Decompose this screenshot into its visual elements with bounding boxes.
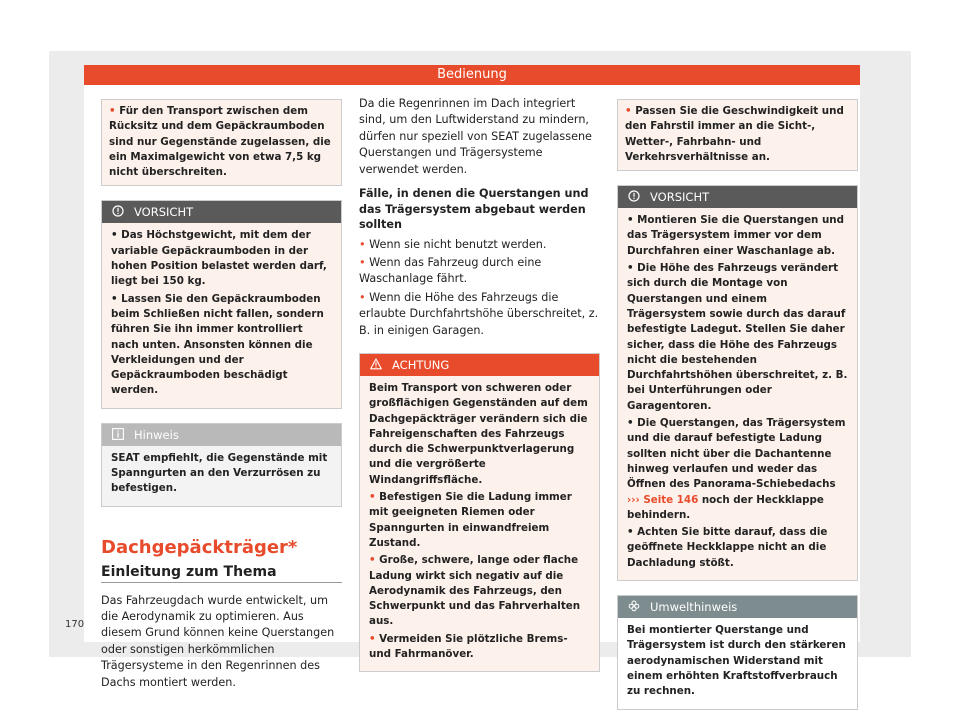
- vorsicht-item: • Die Querstangen, das Trägersystem und die darauf befestigte Ladung sollten nicht über die Dachantenne hinweg verlaufen und weder das Öffnen des Panorama-Schiebedachs ››› Seite 146 noch der Heckklappe behindern.: [627, 417, 846, 521]
- case-item: • Wenn die Höhe des Fahrzeugs die erlaubte Durchfahrtshöhe überschreitet, z. B. in einigen Garagen.: [359, 290, 599, 337]
- section-heading: [101, 537, 342, 558]
- column-middle: [359, 99, 600, 672]
- achtung-item: • Große, schwere, lange oder flache Ladung wirkt sich negativ auf die Aerodynamik des Fahrzeugs, den Schwerpunkt und das Fahrverhalten aus.: [369, 554, 581, 628]
- page-reference-link[interactable]: ››› Seite 146: [627, 493, 699, 506]
- vorsicht-item-text: Lassen Sie den Gepäckraumboden beim Schließen nicht fallen, sondern führen Sie ihn immer kontrolliert nach unten. Ansonsten können die Verkleidungen und der Gepäckraumboden beschädigt werden.: [111, 292, 324, 397]
- achtung-item-text: Befestigen Sie die Ladung immer mit geeigneten Riemen oder Spanngurten in einwandfreiem Zustand.: [369, 491, 572, 549]
- middle-paragraph: Da die Regenrinnen im Dach integriert sind, um den Luftwiderstand zu mindern, dürfen nur speziell von SEAT zugelassene Querstangen und Trägersysteme verwendet werden.: [359, 97, 592, 176]
- achtung-item: • Vermeiden Sie plötzliche Brems- und Fahrmanöver.: [369, 632, 568, 661]
- page-header: Bedienung: [84, 65, 860, 85]
- vorsicht-item-text: Montieren Sie die Querstangen und das Trägersystem immer vor dem Durchfahren einer Waschanlage ab.: [627, 214, 844, 257]
- vorsicht-content: [102, 223, 341, 407]
- vorsicht-item: • Lassen Sie den Gepäckraumboden beim Schließen nicht fallen, sondern führen Sie ihn immer kontrolliert nach unten. Ansonsten können die Verkleidungen und der Gepäckraumboden beschädigt werden.: [111, 292, 324, 397]
- case-item: • Wenn das Fahrzeug durch eine Waschanlage fährt.: [359, 255, 542, 286]
- intro-note-text: Für den Transport zwischen dem Rücksitz und dem Gepäckraumboden sind nur Gegenstände zugelassen, die ein Maximalgewicht von etwa 7,5 kg nicht überschreiten.: [109, 105, 331, 179]
- vorsicht-header: [618, 186, 857, 208]
- subsection-title: Einleitung zum Thema: [101, 563, 277, 580]
- vorsicht-item: • Die Höhe des Fahrzeugs verändert sich durch die Montage von Querstangen und einem Trägersystem sowie durch das darauf befestigte Ladegut. Stellen Sie daher sicher, dass die Höhe des Fahrzeugs nicht die bestehenden Durchfahrtshöhen überschreitet, z. B. bei Unterführungen oder Garagentoren.: [627, 262, 848, 412]
- vorsicht-title: VORSICHT: [134, 205, 194, 220]
- info-circle-icon: [112, 205, 124, 217]
- vorsicht-item-text: noch der Heckklappe behindern.: [627, 493, 824, 521]
- case-item-text: Wenn sie nicht benutzt werden.: [369, 237, 547, 251]
- umwelt-header: [618, 596, 857, 618]
- umwelt-box: [617, 595, 858, 709]
- section-title: Dachgepäckträger*: [101, 536, 298, 558]
- vorsicht-item: • Achten Sie bitte darauf, dass die geöffnete Heckklappe nicht an die Dachladung stößt.: [627, 526, 828, 569]
- vorsicht-item: • Montieren Sie die Querstangen und das Trägersystem immer vor dem Durchfahren einer Waschanlage ab.: [627, 214, 844, 257]
- hinweis-box: [101, 423, 342, 507]
- umwelt-content: [618, 618, 857, 708]
- page-number: 170: [65, 619, 85, 630]
- vorsicht-item: • Das Höchstgewicht, mit dem der variable Gepäckraumboden in der hohen Position belastet werden darf, liegt bei 150 kg.: [111, 229, 327, 288]
- speed-note-text: Passen Sie die Geschwindigkeit und den Fahrstil immer an die Sicht-, Wetter-, Fahrbahn- und Verkehrsverhältnisse an.: [625, 105, 844, 163]
- achtung-intro: Beim Transport von schweren oder großflächigen Gegenständen auf dem Dachgepäckträger verändern sich die Fahreigenschaften des Fahrzeugs durch die Schwerpunktverlagerung und die vergrößerte Windangriffsfläche.: [369, 381, 588, 486]
- vorsicht-box: [101, 200, 342, 408]
- case-item: • Wenn sie nicht benutzt werden.: [359, 237, 547, 251]
- vorsicht-title: VORSICHT: [650, 190, 710, 205]
- vorsicht-header: [102, 201, 341, 223]
- achtung-item: • Befestigen Sie die Ladung immer mit geeigneten Riemen oder Spanngurten in einwandfreiem Zustand.: [369, 491, 572, 549]
- achtung-item-text: Große, schwere, lange oder flache Ladung wirkt sich negativ auf die Aerodynamik des Fahrzeugs, den Schwerpunkt und das Fahrverhalten aus.: [369, 554, 581, 628]
- cases-heading: Fälle, in denen die Querstangen und das Trägersystem abgebaut werden sollten: [359, 187, 589, 232]
- vorsicht-item-text: Achten Sie bitte darauf, dass die geöffnete Heckklappe nicht an die Dachladung stößt.: [627, 526, 828, 569]
- column-right: [617, 99, 858, 710]
- speed-note-box: [617, 99, 858, 171]
- manual-page: [65, 65, 860, 698]
- vorsicht-item-text: Die Querstangen, das Trägersystem und die darauf befestigte Ladung sollten nicht über die Dachantenne hinweg verlaufen und weder das Öffnen des Panorama-Schiebedachs: [627, 417, 846, 491]
- environment-flower-icon: [628, 600, 640, 612]
- warning-triangle-icon: [370, 358, 382, 370]
- hinweis-text: SEAT empfiehlt, die Gegenstände mit Spanngurten an den Verzurrösen zu befestigen.: [111, 451, 328, 495]
- hinweis-header: [102, 424, 341, 446]
- hinweis-title: Hinweis: [134, 427, 179, 442]
- vorsicht-content: [618, 208, 857, 580]
- vorsicht-item-text: Das Höchstgewicht, mit dem der variable Gepäckraumboden in der hohen Position belastet werden darf, liegt bei 150 kg.: [111, 229, 327, 288]
- umwelt-text: Bei montierter Querstange und Trägersystem ist durch den stärkeren aerodynamischen Widerstand mit einem erhöhten Kraftstoffverbrauch zu rechnen.: [627, 624, 846, 698]
- achtung-content: [360, 376, 599, 671]
- bullet-icon: •: [109, 105, 116, 117]
- case-item-text: Wenn die Höhe des Fahrzeugs die erlaubte Durchfahrtshöhe überschreitet, z. B. in einigen Garagen.: [359, 290, 599, 337]
- achtung-item-text: Vermeiden Sie plötzliche Brems- und Fahrmanöver.: [369, 632, 568, 661]
- info-circle-icon: [628, 190, 640, 202]
- case-item-text: Wenn das Fahrzeug durch eine Waschanlage fährt.: [359, 255, 542, 286]
- intro-paragraph: Das Fahrzeugdach wurde entwickelt, um die Aerodynamik zu optimieren. Aus diesem Grund können keine Querstangen oder sonstigen herkömmlichen Trägersysteme in den Regenrinnen des Dachs montiert werden.: [101, 593, 335, 689]
- vorsicht-item-text: Die Höhe des Fahrzeugs verändert sich durch die Montage von Querstangen und einem Trägersystem sowie durch das darauf befestigte Ladegut. Stellen Sie daher sicher, dass die Höhe des Fahrzeugs nicht die bestehenden Durchfahrtshöhen überschreitet, z. B. bei Unterführungen oder Garagentoren.: [627, 262, 848, 412]
- achtung-title: ACHTUNG: [392, 357, 450, 372]
- column-left: [101, 99, 342, 691]
- achtung-header: [360, 354, 599, 376]
- intro-note-box: [101, 99, 342, 186]
- info-icon: [112, 428, 124, 440]
- bullet-icon: •: [625, 105, 632, 117]
- achtung-box: [359, 353, 600, 672]
- vorsicht-box-right: [617, 185, 858, 581]
- subsection-heading: [101, 564, 342, 583]
- umwelt-title: Umwelthinweis: [650, 600, 738, 615]
- hinweis-content: [102, 446, 341, 506]
